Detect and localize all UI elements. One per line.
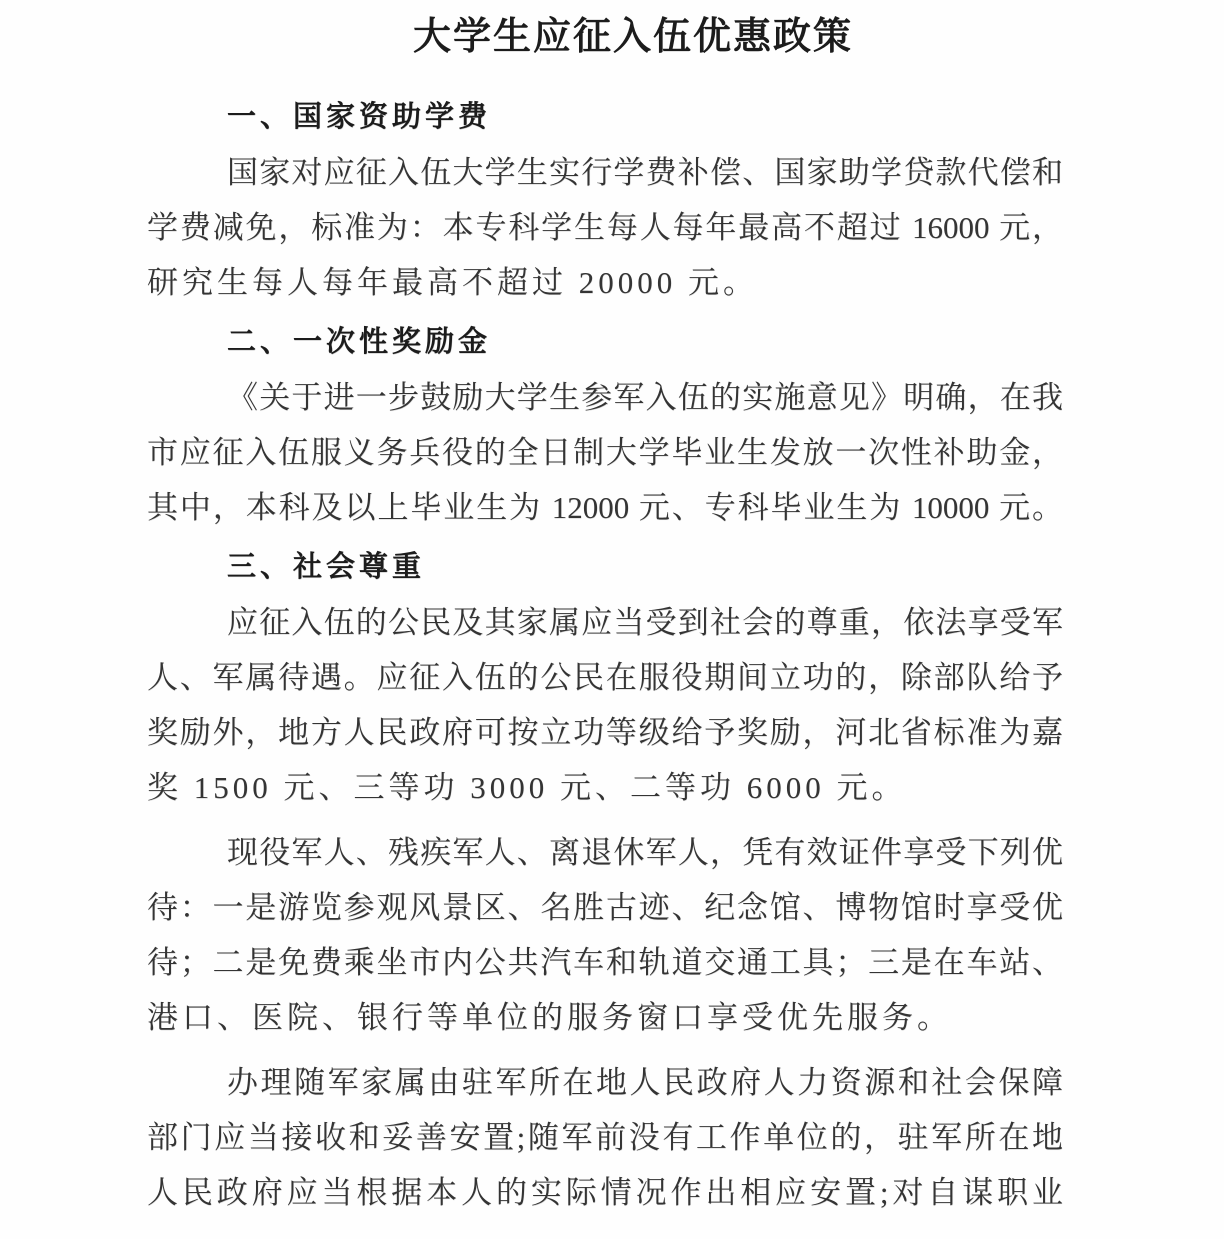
section-heading: 一、国家资助学费: [227, 101, 492, 133]
paragraph: [147, 1055, 1063, 1220]
text-line: 待；二是免费乘坐市内公共汽车和轨道交通工具；三是在车站、: [147, 945, 1063, 980]
section-national-tuition-aid: [147, 90, 1063, 310]
section-heading: 三、社会尊重: [227, 551, 426, 583]
text-line: 港口、医院、银行等单位的服务窗口享受优先服务。: [147, 1000, 952, 1035]
section-one-time-reward: [147, 315, 1063, 535]
text-line: 奖励外，地方人民政府可按立功等级给予奖励，河北省标准为嘉: [147, 715, 1063, 750]
text-line: 研究生每人每年最高不超过 20000 元。: [147, 265, 758, 300]
paragraph: [147, 370, 1063, 535]
section-heading: 二、一次性奖励金: [227, 326, 492, 358]
paragraph: [147, 825, 1063, 1045]
paragraph: [147, 595, 1063, 815]
document-title: 大学生应征入伍优惠政策: [412, 16, 853, 58]
section-social-respect: [147, 540, 1063, 1220]
text-line: 国家对应征入伍大学生实行学费补偿、国家助学贷款代偿和: [227, 155, 1063, 190]
text-line: 学费减免，标准为：本专科学生每人每年最高不超过 16000 元，: [147, 210, 1063, 245]
text-line: 待：一是游览参观风景区、名胜古迹、纪念馆、博物馆时享受优: [147, 890, 1063, 925]
text-line: 奖 1500 元、三等功 3000 元、二等功 6000 元。: [147, 770, 907, 805]
text-line: 现役军人、残疾军人、离退休军人，凭有效证件享受下列优: [227, 835, 1063, 870]
text-line: 部门应当接收和妥善安置;随军前没有工作单位的，驻军所在地: [147, 1120, 1063, 1155]
text-line: 办理随军家属由驻军所在地人民政府人力资源和社会保障: [227, 1065, 1063, 1100]
text-line: 人民政府应当根据本人的实际情况作出相应安置;对自谋职业: [147, 1175, 1063, 1210]
text-line: 其中，本科及以上毕业生为 12000 元、专科毕业生为 10000 元。: [147, 490, 1063, 525]
text-line: 人、军属待遇。应征入伍的公民在服役期间立功的，除部队给予: [147, 660, 1063, 695]
text-line: 应征入伍的公民及其家属应当受到社会的尊重，依法享受军: [227, 605, 1063, 640]
paragraph: [147, 145, 1063, 310]
document-body: [147, 90, 1063, 1220]
text-line: 市应征入伍服义务兵役的全日制大学毕业生发放一次性补助金，: [147, 435, 1063, 470]
text-line: 《关于进一步鼓励大学生参军入伍的实施意见》明确，在我: [227, 380, 1063, 415]
